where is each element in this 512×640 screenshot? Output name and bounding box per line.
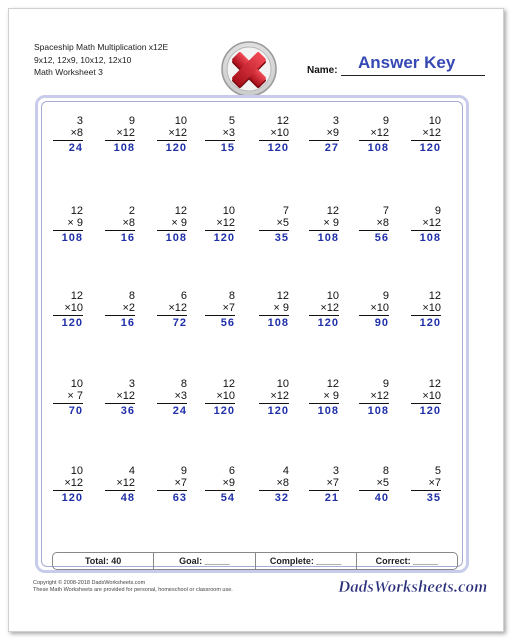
answer: 108 xyxy=(317,405,339,417)
answer: 90 xyxy=(374,317,389,329)
multiplicand: 8 xyxy=(180,378,187,390)
answer-rule xyxy=(259,490,289,491)
answer: 120 xyxy=(419,317,441,329)
problem-item xyxy=(105,290,135,329)
problem-item xyxy=(359,290,389,329)
multiplicand: 9 xyxy=(434,205,441,217)
answer: 72 xyxy=(172,317,187,329)
problem-item xyxy=(309,205,339,244)
multiplier: ×12 xyxy=(64,477,83,489)
answer: 108 xyxy=(367,142,389,154)
multiplicand: 12 xyxy=(70,290,83,302)
problem-item xyxy=(105,205,135,244)
answer: 120 xyxy=(213,232,235,244)
problem-item xyxy=(309,465,339,504)
answer: 56 xyxy=(374,232,389,244)
multiplier: ×12 xyxy=(422,127,441,139)
worksheet-number: Math Worksheet 3 xyxy=(34,67,103,77)
problem-item xyxy=(309,290,339,329)
answer-rule xyxy=(309,403,339,404)
multiplicand: 10 xyxy=(428,115,441,127)
multiplier: ×10 xyxy=(422,302,441,314)
multiplicand: 8 xyxy=(382,465,389,477)
answer: 40 xyxy=(374,492,389,504)
multiplicand: 10 xyxy=(70,378,83,390)
multiplicand: 12 xyxy=(276,115,289,127)
multiplier: ×10 xyxy=(422,390,441,402)
problem-item xyxy=(53,378,83,417)
red-x-icon xyxy=(220,40,278,98)
answer: 120 xyxy=(317,317,339,329)
problem-item xyxy=(157,290,187,329)
multiplier: ×7 xyxy=(174,477,187,489)
multiplicand: 12 xyxy=(326,378,339,390)
worksheet-subtitle: 9x12, 12x9, 10x12, 12x10 xyxy=(34,54,132,65)
multiplicand: 6 xyxy=(180,290,187,302)
goal-cell: Goal: _____ xyxy=(154,553,255,569)
answer: 108 xyxy=(267,317,289,329)
multiplier: × 9 xyxy=(273,302,289,314)
copyright-notice xyxy=(33,580,233,594)
multiplicand: 12 xyxy=(276,290,289,302)
multiplicand: 10 xyxy=(174,115,187,127)
worksheet-header-text xyxy=(34,41,168,79)
problem-item xyxy=(259,290,289,329)
multiplier: ×12 xyxy=(216,217,235,229)
answer: 32 xyxy=(274,492,289,504)
multiplier: ×9 xyxy=(222,477,235,489)
answer: 108 xyxy=(419,232,441,244)
answer-rule xyxy=(359,140,389,141)
answer-rule xyxy=(259,140,289,141)
multiplier: ×3 xyxy=(174,390,187,402)
problem-item xyxy=(259,378,289,417)
problem-item xyxy=(309,115,339,154)
answer-rule xyxy=(157,140,187,141)
answer-rule xyxy=(309,140,339,141)
answer-rule xyxy=(157,315,187,316)
problem-item xyxy=(205,378,235,417)
answer-rule xyxy=(53,140,83,141)
name-label: Name: xyxy=(307,65,338,76)
multiplier: ×12 xyxy=(422,217,441,229)
answer: 108 xyxy=(165,232,187,244)
problem-item xyxy=(259,115,289,154)
multiplier: ×12 xyxy=(168,302,187,314)
multiplicand: 3 xyxy=(128,378,135,390)
multiplier: ×12 xyxy=(320,302,339,314)
problem-item xyxy=(359,465,389,504)
answer-rule xyxy=(309,490,339,491)
multiplicand: 3 xyxy=(332,465,339,477)
answer-rule xyxy=(259,403,289,404)
answer-rule xyxy=(157,403,187,404)
answer-rule xyxy=(205,230,235,231)
problem-item xyxy=(157,115,187,154)
answer: 15 xyxy=(220,142,235,154)
multiplicand: 8 xyxy=(128,290,135,302)
answer-rule xyxy=(105,230,135,231)
answer-rule xyxy=(105,315,135,316)
multiplicand: 9 xyxy=(382,378,389,390)
multiplicand: 10 xyxy=(326,290,339,302)
multiplicand: 9 xyxy=(382,290,389,302)
answer: 120 xyxy=(267,405,289,417)
multiplier: × 9 xyxy=(323,217,339,229)
problem-item xyxy=(411,465,441,504)
answer-rule xyxy=(105,140,135,141)
answer: 16 xyxy=(120,317,135,329)
answer-rule xyxy=(411,140,441,141)
multiplier: ×2 xyxy=(122,302,135,314)
multiplier: ×8 xyxy=(70,127,83,139)
problem-item xyxy=(411,115,441,154)
multiplier: ×8 xyxy=(276,477,289,489)
answer-rule xyxy=(53,230,83,231)
multiplier: ×7 xyxy=(326,477,339,489)
multiplier: ×10 xyxy=(270,127,289,139)
multiplicand: 10 xyxy=(70,465,83,477)
problem-item xyxy=(105,378,135,417)
answer: 56 xyxy=(220,317,235,329)
multiplicand: 12 xyxy=(428,290,441,302)
problem-item xyxy=(359,205,389,244)
answer: 70 xyxy=(68,405,83,417)
multiplicand: 12 xyxy=(222,378,235,390)
problem-item xyxy=(411,378,441,417)
multiplier: ×10 xyxy=(64,302,83,314)
answer: 36 xyxy=(120,405,135,417)
answer-rule xyxy=(105,403,135,404)
answer-rule xyxy=(309,230,339,231)
multiplier: ×5 xyxy=(276,217,289,229)
copyright-line: Copyright © 2008-2018 DadsWorksheets.com xyxy=(33,580,146,586)
problem-item xyxy=(157,205,187,244)
answer-rule xyxy=(205,403,235,404)
name-underline xyxy=(341,75,485,76)
answer-rule xyxy=(53,403,83,404)
answer-rule xyxy=(411,230,441,231)
problem-item xyxy=(205,115,235,154)
answer: 48 xyxy=(120,492,135,504)
multiplier: × 9 xyxy=(323,390,339,402)
problem-item xyxy=(157,378,187,417)
multiplier: × 9 xyxy=(67,217,83,229)
brand-text: DadsWorksheets.com xyxy=(338,577,488,596)
problem-item xyxy=(105,115,135,154)
multiplicand: 3 xyxy=(332,115,339,127)
answer: 120 xyxy=(419,405,441,417)
multiplier: ×12 xyxy=(370,390,389,402)
multiplicand: 7 xyxy=(282,205,289,217)
problem-item xyxy=(205,290,235,329)
answer-rule xyxy=(259,230,289,231)
multiplicand: 7 xyxy=(382,205,389,217)
answer-rule xyxy=(359,403,389,404)
answer: 27 xyxy=(324,142,339,154)
answer: 120 xyxy=(213,405,235,417)
problem-item xyxy=(309,378,339,417)
problem-item xyxy=(53,115,83,154)
problem-item xyxy=(53,205,83,244)
problem-item xyxy=(53,465,83,504)
answer: 24 xyxy=(68,142,83,154)
answer: 108 xyxy=(113,142,135,154)
dadsworksheets-logo xyxy=(336,574,488,598)
problem-item xyxy=(359,378,389,417)
name-field xyxy=(307,55,485,77)
multiplicand: 6 xyxy=(228,465,235,477)
multiplicand: 5 xyxy=(228,115,235,127)
answer: 63 xyxy=(172,492,187,504)
problem-item xyxy=(259,205,289,244)
answer-rule xyxy=(105,490,135,491)
answer-rule xyxy=(205,140,235,141)
problem-item xyxy=(157,465,187,504)
answer: 21 xyxy=(324,492,339,504)
multiplicand: 4 xyxy=(282,465,289,477)
problem-item xyxy=(105,465,135,504)
multiplicand: 2 xyxy=(128,205,135,217)
answer: 120 xyxy=(165,142,187,154)
problem-item xyxy=(205,465,235,504)
answer: 120 xyxy=(267,142,289,154)
multiplier: ×10 xyxy=(370,302,389,314)
multiplicand: 4 xyxy=(128,465,135,477)
problem-item xyxy=(205,205,235,244)
answer: 108 xyxy=(367,405,389,417)
multiplicand: 12 xyxy=(326,205,339,217)
multiplicand: 9 xyxy=(128,115,135,127)
total-cell: Total: 40 xyxy=(53,553,154,569)
answer-rule xyxy=(411,315,441,316)
multiplier: ×10 xyxy=(216,390,235,402)
complete-cell: Complete: _____ xyxy=(256,553,357,569)
answer-rule xyxy=(359,490,389,491)
answer: 108 xyxy=(61,232,83,244)
problem-item xyxy=(259,465,289,504)
answer: 16 xyxy=(120,232,135,244)
answer-rule xyxy=(157,490,187,491)
multiplier: ×8 xyxy=(376,217,389,229)
multiplicand: 3 xyxy=(76,115,83,127)
answer: 54 xyxy=(220,492,235,504)
multiplicand: 8 xyxy=(228,290,235,302)
answer-rule xyxy=(359,315,389,316)
multiplier: ×3 xyxy=(222,127,235,139)
answer-rule xyxy=(259,315,289,316)
multiplier: ×8 xyxy=(122,217,135,229)
multiplicand: 10 xyxy=(276,378,289,390)
multiplier: ×12 xyxy=(168,127,187,139)
score-bar xyxy=(52,552,458,570)
multiplicand: 5 xyxy=(434,465,441,477)
multiplier: ×12 xyxy=(370,127,389,139)
answer: 24 xyxy=(172,405,187,417)
multiplier: ×12 xyxy=(116,127,135,139)
multiplier: ×12 xyxy=(116,477,135,489)
answer: 120 xyxy=(61,317,83,329)
answer-rule xyxy=(53,315,83,316)
multiplier: ×12 xyxy=(116,390,135,402)
problem-item xyxy=(411,205,441,244)
usage-line: These Math Worksheets are provided for personal, homeschool or classroom use. xyxy=(33,587,233,593)
answer-rule xyxy=(411,403,441,404)
answer-rule xyxy=(205,315,235,316)
answer: 35 xyxy=(274,232,289,244)
multiplicand: 12 xyxy=(428,378,441,390)
answer-rule xyxy=(53,490,83,491)
multiplicand: 12 xyxy=(174,205,187,217)
answer: 120 xyxy=(61,492,83,504)
multiplier: ×7 xyxy=(428,477,441,489)
answer-rule xyxy=(157,230,187,231)
answer-rule xyxy=(359,230,389,231)
problem-item xyxy=(53,290,83,329)
multiplier: ×7 xyxy=(222,302,235,314)
worksheet-title: Spaceship Math Multiplication x12E xyxy=(34,42,169,52)
answer-rule xyxy=(309,315,339,316)
correct-cell: Correct: _____ xyxy=(375,556,439,566)
multiplicand: 12 xyxy=(70,205,83,217)
multiplier: ×12 xyxy=(270,390,289,402)
answer-rule xyxy=(411,490,441,491)
problem-item xyxy=(411,290,441,329)
answer-rule xyxy=(205,490,235,491)
answer: 108 xyxy=(317,232,339,244)
problem-item xyxy=(359,115,389,154)
multiplier: × 9 xyxy=(171,217,187,229)
multiplier: × 7 xyxy=(67,390,83,402)
multiplicand: 9 xyxy=(180,465,187,477)
multiplier: ×5 xyxy=(376,477,389,489)
multiplier: ×9 xyxy=(326,127,339,139)
answer: 120 xyxy=(419,142,441,154)
multiplicand: 9 xyxy=(382,115,389,127)
multiplicand: 10 xyxy=(222,205,235,217)
answer-key-label: Answer Key xyxy=(358,53,456,72)
answer: 35 xyxy=(426,492,441,504)
